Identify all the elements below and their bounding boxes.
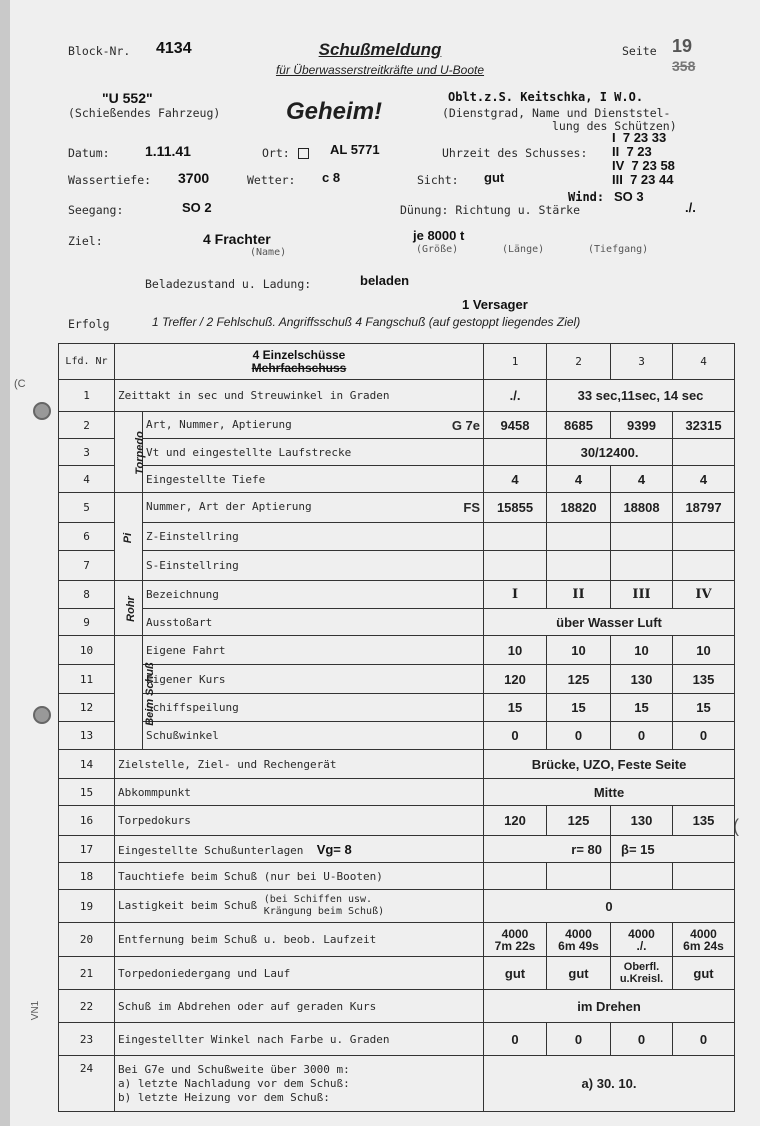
length-caption: (Länge) xyxy=(502,244,545,255)
visibility-label: Sicht: xyxy=(417,173,459,187)
table-row: 1 Zeittakt in sec und Streuwinkel in Graden ./. 33 sec,11sec, 14 sec xyxy=(59,380,735,412)
table-row: 13 Schußwinkel 0 0 0 0 xyxy=(59,722,735,750)
table-row: 5 Pi Nummer, Art der Aptierung FS 15855 18820 18808 18797 xyxy=(59,493,735,523)
load-label: Beladezustand u. Ladung: xyxy=(145,277,312,291)
load-value: beladen xyxy=(360,273,410,288)
form-subtitle: für Überwasserstreitkräfte und U-Boote xyxy=(275,63,485,77)
table-row: 17 Eingestellte Schußunterlagen Vg= 8 r= 80 β= 15 xyxy=(59,836,735,863)
result-label: Erfolg xyxy=(68,317,110,331)
tube-time-1: I 7 23 33 xyxy=(612,130,667,145)
officer-caption-1: (Dienstgrad, Name und Dienststel- xyxy=(442,106,671,120)
depth-value: 3700 xyxy=(178,170,210,186)
weather-value: c 8 xyxy=(322,170,341,185)
boat-name: "U 552" xyxy=(102,90,153,106)
table-header-row xyxy=(59,344,735,380)
tube-time-3: IV 7 23 58 xyxy=(612,158,675,173)
shot-header-2: 2 xyxy=(547,344,611,380)
table-row: 24 Bei G7e und Schußweite über 3000 m: a) letzte Nachladung vor dem Schuß: b) letzte Heizung vor dem Schuß: a) 30. 10. xyxy=(59,1056,735,1112)
shot-header-3: 3 xyxy=(611,344,673,380)
table-row: 18 Tauchtiefe beim Schuß (nur bei U-Booten) xyxy=(59,863,735,890)
tube-time-4: III 7 23 44 xyxy=(612,172,674,187)
table-row: 19 Lastigkeit beim Schuß (bei Schiffen usw. Krängung beim Schuß) 0 xyxy=(59,890,735,923)
block-number: 4134 xyxy=(156,40,192,57)
date-label: Datum: xyxy=(68,146,110,160)
officer-caption-2: lung des Schützen) xyxy=(552,119,677,133)
punch-hole-bottom xyxy=(33,706,51,724)
margin-mark-right: ( xyxy=(733,816,739,836)
tube-time-2: II 7 23 xyxy=(612,144,652,159)
page-number-crossed: 358 xyxy=(672,58,696,74)
table-row: 8 Rohr Bezeichnung I II III IV xyxy=(59,581,735,609)
table-row: 4 Eingestellte Tiefe 4 4 4 4 xyxy=(59,466,735,493)
location-label: Ort: xyxy=(262,146,290,160)
table-row: 15 Abkommpunkt Mitte xyxy=(59,779,735,806)
shot-header-1: 1 xyxy=(484,344,547,380)
result-line: 1 Treffer / 2 Fehlschuß. Angriffsschuß 4 Fangschuß (auf gestoppt liegendes Ziel) xyxy=(152,315,581,329)
paper-edge xyxy=(0,0,10,1126)
wind-label: Wind: xyxy=(568,190,605,204)
table-row: 10 Beim Schuß Eigene Fahrt 10 10 10 10 xyxy=(59,636,735,665)
page-label: Seite xyxy=(622,44,657,58)
table-row: 16 Torpedokurs 120 125 130 135 xyxy=(59,806,735,836)
col-desc-header: 4 Einzelschüsse Mehrfachschuss xyxy=(115,344,484,380)
group-beim-schuss: Beim Schuß xyxy=(115,636,143,750)
table-row: 2 Torpedo Art, Nummer, Aptierung G 7e 9458 8685 9399 32315 xyxy=(59,412,735,439)
group-rohr: Rohr xyxy=(115,581,143,636)
target-label: Ziel: xyxy=(68,234,103,248)
table-row: 22 Schuß im Abdrehen oder auf geraden Kurs im Drehen xyxy=(59,990,735,1023)
form-title: Schußmeldung xyxy=(318,40,442,59)
depth-label: Wassertiefe: xyxy=(68,173,152,187)
group-torpedo: Torpedo xyxy=(115,412,143,493)
margin-stamp: VN1 xyxy=(30,1000,42,1021)
table-row: 12 Schiffspeilung 15 15 15 15 xyxy=(59,694,735,722)
table-row: 11 Eigener Kurs 120 125 130 135 xyxy=(59,665,735,694)
page-number: 19 xyxy=(672,36,693,56)
officer-name: Oblt.z.S. Keitschka, I W.O. xyxy=(448,90,644,104)
table-row: 14 Zielstelle, Ziel- und Rechengerät Brücke, UZO, Feste Seite xyxy=(59,750,735,779)
block-label: Block-Nr. xyxy=(68,44,131,58)
table-row: 9 Ausstoßart über Wasser Luft xyxy=(59,609,735,636)
shot-table xyxy=(58,343,735,1112)
grid-square-icon xyxy=(298,148,309,159)
draft-caption: (Tiefgang) xyxy=(588,244,649,255)
visibility-value: gut xyxy=(484,170,505,185)
classification-stamp: Geheim! xyxy=(286,98,383,125)
table-row: 3 Vt und eingestellte Laufstrecke 30/12400. xyxy=(59,439,735,466)
target-size-value: je 8000 t xyxy=(413,228,465,243)
misfire-value: 1 Versager xyxy=(462,297,528,312)
shot-header-4: 4 xyxy=(673,344,735,380)
table-row: 23 Eingestellter Winkel nach Farbe u. Graden 0 0 0 0 xyxy=(59,1023,735,1056)
time-label: Uhrzeit des Schusses: xyxy=(442,146,588,160)
group-pi: Pi xyxy=(115,493,143,581)
table-row: 7 S-Einstellring xyxy=(59,551,735,581)
size-caption: (Größe) xyxy=(416,244,459,255)
margin-mark-left: (C xyxy=(14,378,26,390)
weather-label: Wetter: xyxy=(247,173,296,187)
punch-hole-top xyxy=(33,402,51,420)
swell-label: Dünung: Richtung u. Stärke xyxy=(400,203,581,217)
sea-value: SO 2 xyxy=(182,200,212,215)
location-value: AL 5771 xyxy=(330,142,380,157)
target-value: 4 Frachter xyxy=(203,231,271,247)
col-nr-header: Lfd. Nr xyxy=(59,344,115,380)
table-row: 21 Torpedoniedergang und Lauf gut gut Oberfl. u.Kreisl. gut xyxy=(59,957,735,990)
table-row: 20 Entfernung beim Schuß u. beob. Laufzeit 4000 7m 22s 4000 6m 49s 4000 ./. 4000 6m 24s xyxy=(59,923,735,957)
target-name-caption: (Name) xyxy=(250,247,287,258)
table-row: 6 Z-Einstellring xyxy=(59,523,735,551)
swell-value: ./. xyxy=(685,200,696,215)
date-value: 1.11.41 xyxy=(145,143,191,159)
wind-value: SO 3 xyxy=(614,189,644,204)
boat-caption: (Schießendes Fahrzeug) xyxy=(68,106,221,120)
sea-label: Seegang: xyxy=(68,203,124,217)
